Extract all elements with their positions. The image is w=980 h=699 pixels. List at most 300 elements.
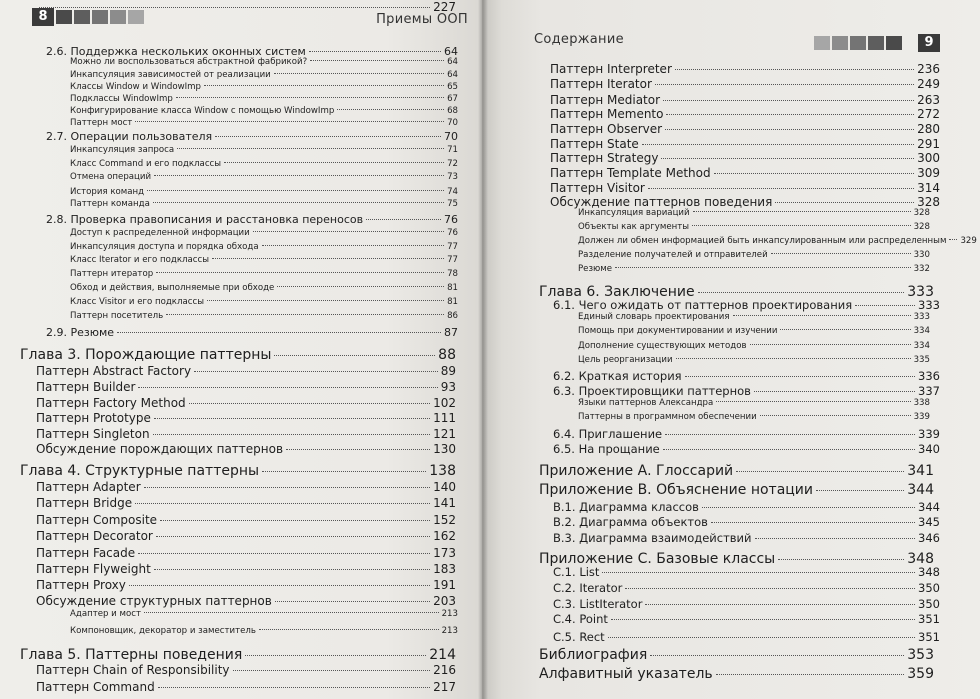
dot-leader (366, 219, 441, 220)
toc-entry-page: 75 (447, 199, 458, 209)
toc-entry-title: Приложение А. Глоссарий (539, 463, 734, 479)
dot-leader (650, 655, 904, 656)
toc-entry-title: 6.1. Чего ожидать от паттернов проектирования (553, 298, 853, 312)
toc-entry-page: 336 (918, 369, 940, 383)
toc-entry (70, 199, 458, 209)
toc-entry (553, 630, 940, 644)
toc-entry-title: С.4. Point (553, 612, 608, 626)
toc-entry-page: 329 (960, 236, 977, 246)
dot-leader (144, 612, 439, 613)
toc-entry-page: 350 (918, 581, 940, 595)
toc-entry-title: Паттерн Flyweight (36, 562, 151, 576)
toc-entry (578, 236, 977, 246)
toc-entry (553, 384, 940, 398)
toc-entry-page: 121 (433, 427, 456, 441)
dot-leader (716, 401, 910, 402)
dot-leader (755, 538, 916, 539)
toc-entry-page: 81 (447, 283, 458, 293)
toc-entry-page: 88 (438, 347, 456, 363)
dot-leader (655, 84, 914, 85)
dot-leader (778, 559, 904, 560)
toc-entry-title: Резюме (578, 264, 613, 274)
toc-entry-title: 2.6. Поддержка нескольких оконных систем (46, 45, 306, 58)
toc-entry (553, 612, 940, 626)
toc-entry-page: 213 (441, 609, 458, 619)
toc-entry-title: Паттерн команда (70, 199, 150, 209)
toc-entry-page: 64 (444, 45, 458, 58)
toc-entry (70, 269, 458, 279)
toc-entry-page: 183 (433, 562, 456, 576)
toc-entry-title: Дополнение существующих методов (578, 341, 747, 351)
toc-entry-page: 359 (907, 666, 934, 682)
dot-leader (233, 670, 431, 671)
toc-entry-page: 87 (444, 326, 458, 339)
dot-leader (310, 60, 444, 61)
toc-entry-title: История команд (70, 187, 145, 197)
toc-entry-title: Класс Iterator и его подклассы (70, 255, 210, 265)
dot-leader (160, 520, 430, 521)
toc-entry-title: Глава 3. Порождающие паттерны (20, 347, 272, 363)
toc-entry (36, 411, 456, 425)
toc-entry-page: 77 (447, 242, 458, 252)
dot-leader (144, 487, 430, 488)
toc-entry-page: 333 (918, 298, 940, 312)
toc-entry (578, 264, 930, 274)
dot-leader (212, 258, 444, 259)
toc-entry-title: 2.8. Проверка правописания и расстановка переносов (46, 213, 364, 226)
toc-entry (578, 355, 930, 365)
dot-leader (666, 114, 914, 115)
toc-entry-page: 344 (918, 500, 940, 514)
dot-leader (259, 629, 439, 630)
toc-entry (578, 412, 930, 422)
right-page (482, 0, 980, 699)
toc-entry-page: 350 (918, 597, 940, 611)
dot-leader (204, 85, 444, 86)
toc-entry-page: 280 (917, 122, 940, 136)
toc-entry-page: 70 (447, 118, 458, 128)
dot-leader (207, 300, 444, 301)
toc-entry (70, 311, 458, 321)
toc-entry (578, 398, 930, 408)
dot-leader (189, 403, 430, 404)
toc-entry-page: 76 (447, 228, 458, 238)
toc-entry-page: 111 (433, 411, 456, 425)
toc-entry-page: 348 (918, 565, 940, 579)
dot-leader (711, 522, 915, 523)
toc-entry-page: 351 (918, 612, 940, 626)
right-page-number: 9 (918, 34, 940, 52)
header-block (868, 36, 884, 50)
dot-leader (775, 202, 914, 203)
toc-entry-title: Помощь при документировании и изучении (578, 326, 778, 336)
toc-entry-title: В.2. Диаграмма объектов (553, 515, 708, 529)
dot-leader (663, 100, 914, 101)
toc-entry-page: 141 (433, 496, 456, 510)
toc-entry-title: Класс Visitor и его подклассы (70, 297, 204, 307)
dot-leader (736, 471, 904, 472)
toc-entry (578, 208, 930, 218)
toc-entry (36, 0, 456, 14)
toc-entry (20, 647, 456, 663)
toc-entry-page: 344 (907, 482, 934, 498)
toc-entry (70, 57, 458, 67)
dot-leader (693, 211, 911, 212)
dot-leader (642, 144, 914, 145)
toc-entry-title: Паттерн Iterator (550, 77, 652, 91)
dot-leader (676, 358, 911, 359)
toc-entry-page: 328 (913, 208, 930, 218)
dot-leader (154, 418, 430, 419)
toc-entry-page: 334 (913, 326, 930, 336)
toc-entry-title: Инкапсуляция запроса (70, 145, 175, 155)
toc-entry (36, 663, 456, 677)
dot-leader (816, 490, 904, 491)
toc-entry-title: Паттерн Singleton (36, 427, 150, 441)
dot-leader (158, 687, 430, 688)
dot-leader (215, 136, 441, 137)
toc-entry-title: Доступ к распределенной информации (70, 228, 250, 238)
toc-entry (578, 326, 930, 336)
dot-leader (177, 148, 444, 149)
toc-entry-title: Инкапсуляция зависимостей от реализации (70, 70, 271, 80)
toc-entry (36, 364, 456, 378)
dot-leader (117, 332, 441, 333)
toc-entry-title: Инкапсуляция вариаций (578, 208, 690, 218)
dot-leader (138, 387, 437, 388)
toc-entry (550, 181, 940, 195)
toc-entry-page: 335 (913, 355, 930, 365)
dot-leader (176, 97, 444, 98)
toc-entry-title: Глава 6. Заключение (539, 284, 695, 300)
toc-entry-page: 272 (917, 107, 940, 121)
right-header-decoration (814, 36, 902, 50)
dot-leader (645, 604, 915, 605)
toc-entry-page: 162 (433, 529, 456, 543)
dot-leader (698, 292, 905, 293)
toc-entry-page: 214 (429, 647, 456, 663)
toc-entry (539, 666, 934, 682)
toc-entry-page: 73 (447, 172, 458, 182)
dot-leader (135, 121, 444, 122)
left-running-head: Приемы ООП (376, 12, 468, 27)
toc-entry-page: 328 (913, 222, 930, 232)
toc-entry-title: 6.3. Проектировщики паттернов (553, 384, 751, 398)
dot-leader (625, 588, 915, 589)
toc-entry-title: Глава 5. Паттерны поведения (20, 647, 243, 663)
toc-entry-title: Паттерн посетитель (70, 311, 164, 321)
dot-leader (156, 272, 444, 273)
toc-entry-page: 338 (913, 398, 930, 408)
left-page (0, 0, 482, 699)
toc-entry (36, 578, 456, 592)
right-page-header (482, 6, 980, 50)
toc-entry-page: 345 (918, 515, 940, 529)
toc-entry-page: 314 (917, 181, 940, 195)
dot-leader (262, 471, 426, 472)
toc-entry (46, 326, 458, 339)
toc-entry-page: 346 (918, 531, 940, 545)
toc-entry-page: 340 (918, 442, 940, 456)
toc-entry-title: Должен ли обмен информацией быть инкапсулированным или распределенным (578, 236, 947, 246)
toc-entry-page: 191 (433, 578, 456, 592)
dot-leader (262, 245, 444, 246)
toc-entry-title: Паттерн Composite (36, 513, 158, 527)
dot-leader (855, 305, 915, 306)
toc-entry (70, 118, 458, 128)
toc-entry-title: 2.9. Резюме (46, 326, 115, 339)
toc-entry-page: 263 (917, 93, 940, 107)
toc-entry (70, 297, 458, 307)
toc-entry-page: 348 (907, 551, 934, 567)
toc-entry-title: Подклассы WindowImp (70, 94, 173, 104)
toc-entry-page: 68 (447, 106, 458, 116)
toc-entry (70, 609, 458, 619)
header-block (814, 36, 830, 50)
toc-entry-page: 332 (913, 264, 930, 274)
toc-entry-page: 78 (447, 269, 458, 279)
toc-entry (553, 531, 940, 545)
toc-entry-page: 67 (447, 94, 458, 104)
toc-entry (550, 137, 940, 151)
toc-entry (553, 597, 940, 611)
toc-entry-title: Паттерн Template Method (550, 166, 711, 180)
toc-entry (70, 159, 458, 169)
toc-entry (553, 565, 940, 579)
dot-leader (286, 449, 430, 450)
toc-entry-title: Объекты как аргументы (578, 222, 690, 232)
dot-leader (750, 344, 911, 345)
toc-entry (70, 242, 458, 252)
dot-leader (166, 314, 444, 315)
dot-leader (716, 674, 905, 675)
toc-entry-title: В.3. Диаграмма взаимодействий (553, 531, 752, 545)
toc-entry-title: Паттерн итератор (70, 269, 154, 279)
toc-entry-title: Паттерн Chain of Responsibility (36, 663, 230, 677)
toc-entry-title: Обход и действия, выполняемые при обходе (70, 283, 275, 293)
toc-entry (70, 626, 458, 636)
dot-leader (277, 286, 444, 287)
toc-entry (553, 500, 940, 514)
toc-entry (36, 513, 456, 527)
toc-entry-title: Обсуждение порождающих паттернов (36, 442, 284, 456)
dot-leader (754, 391, 915, 392)
toc-entry (550, 62, 940, 76)
toc-entry-title: Разделение получателей и отправителей (578, 250, 768, 260)
dot-leader (135, 503, 430, 504)
toc-entry (36, 562, 456, 576)
toc-entry-title: Паттерн мост (70, 118, 133, 128)
toc-entry-title: Паттерн Proxy (36, 578, 126, 592)
toc-entry (36, 680, 456, 694)
toc-entry-title: С.3. ListIterator (553, 597, 643, 611)
toc-entry-page: 353 (907, 647, 934, 663)
toc-entry-title: Алфавитный указатель (539, 666, 713, 682)
toc-entry-title: 2.7. Операции пользователя (46, 130, 213, 143)
toc-entry-title: Цель реорганизации (578, 355, 673, 365)
toc-entry-page: 339 (913, 412, 930, 422)
toc-entry (550, 122, 940, 136)
toc-entry (550, 107, 940, 121)
header-block (832, 36, 848, 50)
toc-entry (36, 396, 456, 410)
toc-entry-title: Обсуждение паттернов поведения (550, 195, 773, 209)
dot-leader (153, 202, 444, 203)
dot-leader (274, 355, 435, 356)
toc-entry-page: 89 (440, 364, 456, 378)
toc-entry-title: Паттерн Factory Method (36, 396, 186, 410)
dot-leader (760, 415, 911, 416)
toc-entry (70, 70, 458, 80)
toc-entry-page: 334 (913, 341, 930, 351)
toc-entry (36, 442, 456, 456)
toc-entry-title: Паттерн Abstract Factory (36, 364, 192, 378)
toc-entry-page: 102 (433, 396, 456, 410)
dot-leader (608, 637, 915, 638)
dot-leader (702, 507, 915, 508)
toc-entry-title: Класс Command и его подклассы (70, 159, 222, 169)
toc-entry-page: 249 (917, 77, 940, 91)
toc-entry-page: 86 (447, 311, 458, 321)
dot-leader (714, 173, 915, 174)
toc-entry-title: Паттерн Mediator (550, 93, 661, 107)
toc-entry-title: Паттерн Facade (36, 546, 136, 560)
dot-leader (138, 553, 430, 554)
toc-entry-page: 64 (447, 70, 458, 80)
toc-entry-title: Приложение В. Объяснение нотации (539, 482, 813, 498)
toc-entry (539, 463, 934, 479)
toc-entry-title: Глава 4. Структурные паттерны (20, 463, 260, 479)
toc-entry (70, 145, 458, 155)
dot-leader (685, 376, 915, 377)
dot-leader (309, 51, 441, 52)
toc-entry-title: С.1. List (553, 565, 600, 579)
toc-entry-title: Паттерн Visitor (550, 181, 645, 195)
toc-entry (553, 369, 940, 383)
dot-leader (154, 175, 444, 176)
toc-entry-page: 138 (429, 463, 456, 479)
dot-leader (194, 371, 438, 372)
toc-entry (36, 380, 456, 394)
toc-entry-page: 70 (444, 130, 458, 143)
toc-entry (36, 480, 456, 494)
toc-entry (550, 77, 940, 91)
toc-entry-title: 6.4. Приглашение (553, 427, 663, 441)
dot-leader (665, 434, 915, 435)
toc-entry-title: Обсуждение структурных паттернов (36, 594, 272, 608)
toc-entry-page: 81 (447, 297, 458, 307)
toc-entry (578, 341, 930, 351)
toc-entry-title: Языки паттернов Александра (578, 398, 714, 408)
toc-entry-page: 333 (913, 312, 930, 322)
toc-entry (36, 427, 456, 441)
toc-entry (70, 228, 458, 238)
toc-entry-page: 236 (917, 62, 940, 76)
toc-entry-page: 291 (917, 137, 940, 151)
toc-entry-page: 333 (907, 284, 934, 300)
left-page-number: 8 (32, 8, 54, 26)
toc-entry-page: 217 (433, 680, 456, 694)
dot-leader (780, 329, 910, 330)
toc-entry-page: 203 (433, 594, 456, 608)
toc-entry-page: 152 (433, 513, 456, 527)
toc-entry (70, 106, 458, 116)
dot-leader (274, 73, 444, 74)
toc-entry-title: Паттерн Adapter (36, 480, 141, 494)
toc-entry-title: Паттерн Command (36, 680, 155, 694)
dot-leader (337, 109, 444, 110)
toc-entry-page: 300 (917, 151, 940, 165)
toc-entry-title: Паттерн Strategy (550, 151, 659, 165)
toc-entry (550, 93, 940, 107)
toc-entry (36, 546, 456, 560)
toc-entry-title: Приложение С. Базовые классы (539, 551, 776, 567)
toc-entry (553, 427, 940, 441)
dot-leader (692, 225, 911, 226)
toc-entry-page: 76 (444, 213, 458, 226)
dot-leader (245, 655, 426, 656)
dot-leader (224, 162, 444, 163)
toc-entry (553, 515, 940, 529)
toc-entry-page: 339 (918, 427, 940, 441)
toc-entry-title: Паттерны в программном обеспечении (578, 412, 757, 422)
toc-entry-title: Паттерн Decorator (36, 529, 153, 543)
toc-entry-title: Инкапсуляция доступа и порядка обхода (70, 242, 259, 252)
dot-leader (615, 267, 911, 268)
toc-entry (20, 347, 456, 363)
toc-entry (539, 482, 934, 498)
toc-entry (70, 94, 458, 104)
toc-entry (36, 529, 456, 543)
toc-entry-page: 351 (918, 630, 940, 644)
dot-leader (665, 129, 914, 130)
toc-entry (36, 496, 456, 510)
toc-entry-page: 130 (433, 442, 456, 456)
toc-entry (550, 195, 940, 209)
toc-entry-title: С.2. Iterator (553, 581, 623, 595)
toc-entry (46, 130, 458, 143)
toc-entry-title: Паттерн Interpreter (550, 62, 672, 76)
toc-entry (70, 283, 458, 293)
dot-leader (154, 569, 430, 570)
toc-entry-title: Паттерн Observer (550, 122, 663, 136)
toc-entry-title: Паттерн Builder (36, 380, 136, 394)
toc-entry-title: Можно ли воспользоваться абстрактной фабрикой? (70, 57, 308, 67)
toc-entry-page: 337 (918, 384, 940, 398)
toc-entry (46, 213, 458, 226)
toc-entry (70, 172, 458, 182)
toc-entry-page: 341 (907, 463, 934, 479)
toc-entry-title: Отмена операций (70, 172, 152, 182)
dot-leader (253, 231, 444, 232)
toc-entry-title: Библиография (539, 647, 648, 663)
toc-entry-title: Конфигурирование класса Window с помощью WindowImp (70, 106, 335, 116)
toc-entry (578, 250, 930, 260)
toc-entry-title: Компоновщик, декоратор и заместитель (70, 626, 256, 636)
toc-entry (70, 187, 458, 197)
toc-entry-title: Единый словарь проектирования (578, 312, 730, 322)
toc-entry-page: 309 (917, 166, 940, 180)
toc-entry (578, 312, 930, 322)
dot-leader (648, 188, 914, 189)
dot-leader (156, 536, 430, 537)
toc-entry-page: 227 (433, 0, 456, 14)
toc-entry (553, 442, 940, 456)
toc-entry-page: 65 (447, 82, 458, 92)
toc-entry-page: 328 (917, 195, 940, 209)
toc-entry-title: Адаптер и мост (70, 609, 141, 619)
toc-entry-title: 6.2. Краткая история (553, 369, 682, 383)
